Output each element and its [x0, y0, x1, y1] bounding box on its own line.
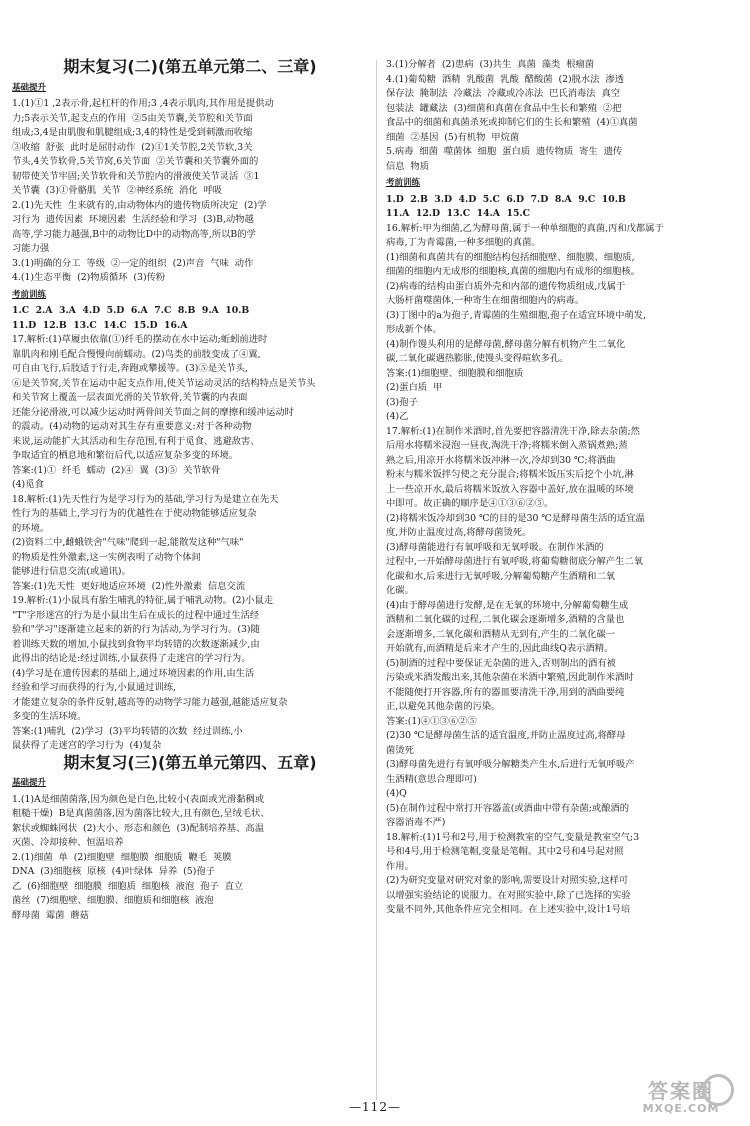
text-line: 包装法 罐藏法 (3)细菌和真菌在食品中生长和繁殖 ②把	[386, 102, 622, 114]
text-line: 16.解析:甲为细菌,乙为酵母菌,属于一种单细胞的真菌,丙和戊都属于	[386, 222, 664, 234]
text-line: 3.(1)明确的分工 等级 ②一定的组织 (2)声音 气味 动作	[12, 257, 254, 269]
text-line: 5.病毒 细菌 噬菌体 细胞 蛋白质 遗传物质 寄生 遗传	[386, 146, 623, 157]
text-line: (4)制作馒头利用的是酵母菌,酵母菌分解有机物产生二氧化	[386, 338, 626, 350]
q16-analysis	[386, 222, 738, 367]
basic-answers-2-continued	[386, 58, 738, 174]
subheading-exam-1: 考前训练	[12, 289, 47, 300]
text-line: 大肠杆菌噬菌体,一种寄生在细菌细胞内的病毒。	[386, 295, 585, 306]
text-line: ③收缩 舒张 此时是屈肘动作 (2)①1关节腔,2关节软,3关	[12, 141, 253, 153]
text-line: 争取适宜的栖息地和繁衍后代,以适应复杂多变的环境。	[12, 450, 239, 461]
text-line: (4)学习是在遗传因素的基础上,通过环境因素的作用,由生活	[12, 667, 255, 679]
text-line: 力;5表示关节,起支点的作用 ②5由关节囊,关节腔和关节面	[12, 112, 253, 124]
text-line: 来说,运动能扩大其活动和生存范围,有利于觅食、逃避敌害、	[12, 435, 260, 447]
text-line: "T"字形迷宫的行为是小鼠出生后在成长的过程中通过生活经	[12, 609, 260, 621]
text-line: 形成新个体。	[386, 324, 442, 335]
text-line: 鼠获得了走迷宫的学习行为 (4)复杂	[12, 740, 162, 751]
text-line: 化碳和水,后来进行无氧呼吸,分解葡萄糖产生酒精和二氧	[386, 570, 616, 582]
text-line: 酵母菌 霉菌 蘑菇	[12, 909, 89, 921]
q18-answer	[12, 580, 368, 595]
text-line: 17.解析:(1)在制作米酒时,首先要把容器清洗干净,除去杂菌;然	[386, 425, 640, 437]
text-line: (4)由于酵母菌进行发酵,是在无氧的环境中,分解葡萄糖生成	[386, 599, 629, 611]
text-line: 菌烫死	[386, 744, 414, 756]
watermark-logo	[626, 1080, 736, 1120]
text-line: 的物质是性外激素,这一实例表明了动物个体间	[12, 551, 201, 563]
watermark-text-bottom: MXQE.COM	[642, 1102, 720, 1115]
text-line: 酒精和二氧化碳的过程,二氧化碳会逐渐增多,酒精的含量也	[386, 614, 625, 625]
text-line: 此得出的结论是:经过训练,小鼠获得了走迷宫的学习行为。	[12, 653, 251, 664]
text-line: 习能力强	[12, 243, 50, 254]
text-line: 11.A 12.D 13.C 14.A 15.C	[386, 208, 531, 219]
text-line: 答案:(1)④①③⑥②⑤	[386, 715, 477, 727]
text-line: 上一些凉开水,最后将糯米饭放入容器中盖好,放在温暖的环境	[386, 483, 634, 495]
text-line: 答案:(1)① 纤毛 蠕动 (2)④ 翼 (3)⑤ 关节软骨	[12, 464, 221, 476]
right-column	[386, 58, 738, 918]
watermark-badge-icon	[702, 1074, 734, 1106]
text-line: 多变的生活环境。	[12, 711, 87, 722]
text-line: 高等,学习能力越强,B中的动物比D中的动物高等,所以B的学	[12, 228, 256, 240]
left-column	[12, 58, 368, 923]
section-title-review-2: 期末复习(二)(第五单元第二、三章)	[63, 57, 317, 76]
text-line: 度,并防止温度过高,将酵母菌烫死。	[386, 527, 532, 538]
text-line: 1.D 2.B 3.D 4.D 5.C 6.D 7.D 8.A 9.C 10.B	[386, 193, 626, 205]
section-title-review-3: 期末复习(三)(第五单元第四、五章)	[63, 752, 317, 772]
text-line: (4)Q	[386, 788, 407, 799]
text-line: 絮状或蜘蛛网状 (2)大小、形态和颜色 (3)配制培养基、高温	[12, 822, 264, 834]
text-line: 食品中的细菌和真菌杀死或抑制它们的生长和繁殖 (4)①真菌	[386, 117, 638, 128]
text-line: (4)乙	[386, 411, 409, 422]
q17b-answer	[386, 715, 738, 831]
basic-answers-1	[12, 97, 368, 286]
text-line: (4)觅食	[12, 479, 44, 490]
text-line: (3)酵母菌先进行有氧呼吸分解糖类产生水,后进行无氧呼吸产	[386, 759, 635, 770]
text-line: 才能建立复杂的条件反射,越高等的动物学习能力越强,越能适应复杂	[12, 696, 288, 708]
q18b-analysis	[386, 831, 738, 918]
text-line: 答案:(1)细胞壁、细胞膜和细胞质	[386, 367, 524, 379]
q19-analysis	[12, 594, 368, 725]
text-line: 11.D 12.B 13.C 14.C 15.D 16.A	[12, 319, 188, 331]
text-line: 粉末与糯米饭拌匀使之充分混合;将糯米饭压实后挖个小坑,淋	[386, 469, 634, 480]
text-line: 2.(1)细菌 单 (2)细胞壁 细胞膜 细胞质 鞭毛 荚膜	[12, 851, 232, 863]
q18-analysis	[12, 493, 368, 580]
text-line: 和关节窝上覆盖一层表面光滑的关节软骨,关节囊的内表面	[12, 392, 248, 403]
text-line: (2)资料二中,雌蛾铁舍"气味"爬到一起,能散发这种"气味"	[12, 537, 244, 548]
text-line: (2)将糯米饭冷却到30 ℃的目的是30 ℃是酵母菌生活的适宜温	[386, 512, 645, 524]
text-line: 熟之后,用凉开水将糯米饭冲淋一次,冷却到30 ℃;将酒曲	[386, 454, 616, 466]
text-line: 韧带使关节牢固;关节软骨和关节腔内的滑液使关节灵活 ③1	[12, 170, 260, 182]
text-line: 经验和学习而获得的行为,小鼠通过训练,	[12, 682, 176, 693]
text-line: (2)30 ℃是酵母菌生活的适宜温度,并防止温度过高,将酵母	[386, 730, 626, 741]
text-line: 开始就有,而酒精是后来才产生的,因此曲线Q表示酒精。	[386, 643, 614, 654]
text-line: (5)在制作过程中常打开容器盖(或酒曲中带有杂菌;或酿酒的	[386, 802, 630, 814]
text-line: (5)制酒的过程中要保证无杂菌的进入,否则制出的酒有被	[386, 657, 616, 669]
text-line: 可自由飞行,后肢适于行走,奔跑或攀援等。(3)⑤是关节头,	[12, 363, 248, 374]
text-line: 组成;3,4是由肌腹和肌腱组成;3,4的特性是受到刺激而收缩	[12, 127, 253, 138]
text-line: 信息 物质	[386, 160, 430, 172]
text-line: (2)病毒的结构由蛋白质外壳和内部的遗传物质组成,戊属于	[386, 280, 626, 292]
text-line: 答案:(1)先天性 更好地适应环境 (2)性外激素 信息交流	[12, 580, 246, 592]
mc-answers-1	[12, 304, 368, 333]
text-line: 的环境。	[12, 522, 50, 534]
text-line: 生酒精(意思合理即可)	[386, 773, 477, 785]
text-line: 关节囊 (3)①骨骼肌 关节 ②神经系统 消化 呼吸	[12, 185, 223, 196]
text-line: 2.(1)先天性 生来就有的,由动物体内的遗传物质所决定 (2)学	[12, 199, 267, 211]
text-line: 细菌的细胞内无成形的细胞核,真菌的细胞内有成形的细胞核。	[386, 266, 640, 277]
text-line: 灭菌、冷却接种、恒温培养	[12, 837, 124, 848]
text-line: 后用水将糯米浸泡一昼夜,淘洗干净;将糯米倒入蒸锅煮熟;蒸	[386, 440, 628, 451]
text-line: 作用。	[386, 860, 414, 872]
text-line: 的震动。(4)动物的运动对其生存有重要意义:对于各种动物	[12, 421, 252, 432]
q16-answer	[386, 367, 738, 425]
text-line: (2)蛋白质 甲	[386, 382, 443, 393]
text-line: 靠肌肉和刚毛配合慢慢向前蠕动。(2)鸟类的前肢变成了④翼,	[12, 348, 261, 360]
text-line: 17.解析:(1)草履虫依靠(①)纤毛的摆动在水中运动;蚯蚓前进时	[12, 334, 268, 345]
text-line: 污染或米酒发酸出来,其他杂菌在米酒中繁殖,因此制作米酒时	[386, 672, 634, 683]
text-line: 不能随便打开容器,所有的器皿要清洗干净,用到的酒曲要纯	[386, 686, 625, 698]
text-line: (3)酵母菌能进行有氧呼吸和无氧呼吸。在制作米酒的	[386, 541, 604, 553]
text-line: (3)丁图中的a为孢子,青霉菌的生殖细胞,孢子在适宜环境中萌发,	[386, 309, 646, 321]
text-line: 化碳。	[386, 585, 414, 596]
text-line: 中即可。故正确的顺序是④①③⑥②⑤。	[386, 498, 554, 509]
column-divider	[376, 60, 377, 1100]
text-line: (2)为研究变量对研究对象的影响,需要设计对照实验,这样可	[386, 875, 629, 886]
text-line: 1.(1)A是细菌菌落,因为颜色是白色,比较小(表面或光滑黏稠或	[12, 793, 265, 805]
mc-answers-2	[386, 193, 738, 222]
text-line: 着训练天数的增加,小鼠找到食物平均转错的次数逐渐减少,由	[12, 638, 260, 650]
text-line: 变量不同外,其他条件应完全相同。在上述实验中,设计1号培	[386, 904, 631, 915]
watermark-text-top: 答案圈	[648, 1079, 714, 1103]
text-line: 容器消毒不严)	[386, 817, 446, 828]
text-line: 过程中,一开始酵母菌进行有氧呼吸,将葡萄糖彻底分解产生二氧	[386, 556, 643, 567]
q17-answer	[12, 464, 368, 493]
page-number: —112—	[349, 1100, 401, 1114]
text-line: 19.解析:(1)小鼠具有胎生哺乳的特征,属于哺乳动物。(2)小鼠走	[12, 595, 274, 606]
text-line: 答案:(1)哺乳 (2)学习 (3)平均转错的次数 经过训练,小	[12, 725, 243, 737]
text-line: 号和4号,用于检测笔帽,变量是笔帽。其中2号和4号起对照	[386, 846, 624, 857]
text-line: 会逐渐增多,二氧化碳和酒精从无到有,产生的二氧化碳一	[386, 628, 616, 640]
subheading-exam-2: 考前训练	[386, 178, 421, 188]
q19-answer	[12, 725, 368, 754]
subheading-basic-1: 基础提升	[12, 82, 47, 93]
text-line: 保存法 腌制法 冷藏法 冷藏或冷冻法 巴氏消毒法 真空	[386, 88, 621, 99]
text-line: (3)孢子	[386, 396, 418, 408]
text-line: (1)细菌和真菌共有的细胞结构包括细胞壁、细胞膜、细胞质,	[386, 251, 635, 263]
text-line: 乙 (6)细胞壁 细胞膜 细胞质 细胞核 液泡 孢子 直立	[12, 880, 244, 892]
text-line: 18.解析:(1)先天性行为是学习行为的基础,学习行为是建立在先天	[12, 493, 279, 505]
q17b-analysis	[386, 425, 738, 715]
subheading-basic-2: 基础提升	[12, 778, 47, 788]
text-line: 3.(1)分解者 (2)患病 (3)共生 真菌 藻类 根瘤菌	[386, 59, 595, 70]
text-line: 1.C 2.A 3.A 4.D 5.D 6.A 7.C 8.B 9.A 10.B	[12, 305, 250, 316]
text-line: 1.(1)①1 ,2表示骨,起杠杆的作用;3 ,4表示肌肉,其作用是提供动	[12, 98, 274, 109]
text-line: 正,以避免其他杂菌的污染。	[386, 701, 501, 712]
text-line: 4.(1)葡萄糖 酒精 乳酸菌 乳酸 醋酸菌 (2)脱水法 渗透	[386, 73, 625, 85]
text-line: 以增强实验结论的说服力。在对照实验中,除了已选择的实验	[386, 889, 631, 901]
text-line: 验和"学习"逐渐建立起来的新的行为活动,为学习行为。(3)随	[12, 624, 260, 635]
text-line: 节头,4关节软骨,5关节窝,6关节面 ②关节囊和关节囊外面的	[12, 156, 259, 167]
text-line: 细菌 ②基因 (5)有机物 甲烷菌	[386, 131, 520, 143]
q17-analysis	[12, 333, 368, 464]
text-line: 性行为的基础上,学习行为的优越性在于使动物能够适应复杂	[12, 508, 257, 519]
text-line: 还能分泌滑液,可以减少运动时两骨间关节面之间的摩擦和缓冲运动时	[12, 406, 294, 418]
text-line: 习行为 遗传因素 环境因素 生活经验和学习 (3)B,动物越	[12, 214, 254, 225]
text-line: 碳,二氧化碳遇热膨胀,使馒头变得暄软多孔。	[386, 353, 569, 364]
text-line: ⑥是关节窝,关节在运动中起支点作用,使关节运动灵活的结构特点是关节头	[12, 377, 316, 389]
text-line: 粗糙干燥) B是真菌菌落,因为菌落比较大,且有颜色,呈绒毛状、	[12, 808, 270, 819]
text-line: 能够进行信息交流(或通讯)。	[12, 566, 131, 577]
text-line: 病毒,丁为青霉菌,一种多细胞的真菌。	[386, 237, 541, 248]
text-line: 18.解析:(1)1号和2号,用于检测教室的空气,变量是教室空气;3	[386, 831, 640, 843]
text-line: 菌丝 (7)细胞壁、细胞膜、细胞质和细胞核 液泡	[12, 895, 214, 906]
text-line: 4.(1)生态平衡 (2)物质循环 (3)传粉	[12, 272, 166, 283]
basic-answers-2	[12, 793, 368, 924]
text-line: DNA (3)细胞核 原核 (4)叶绿体 异养 (5)孢子	[12, 866, 215, 877]
